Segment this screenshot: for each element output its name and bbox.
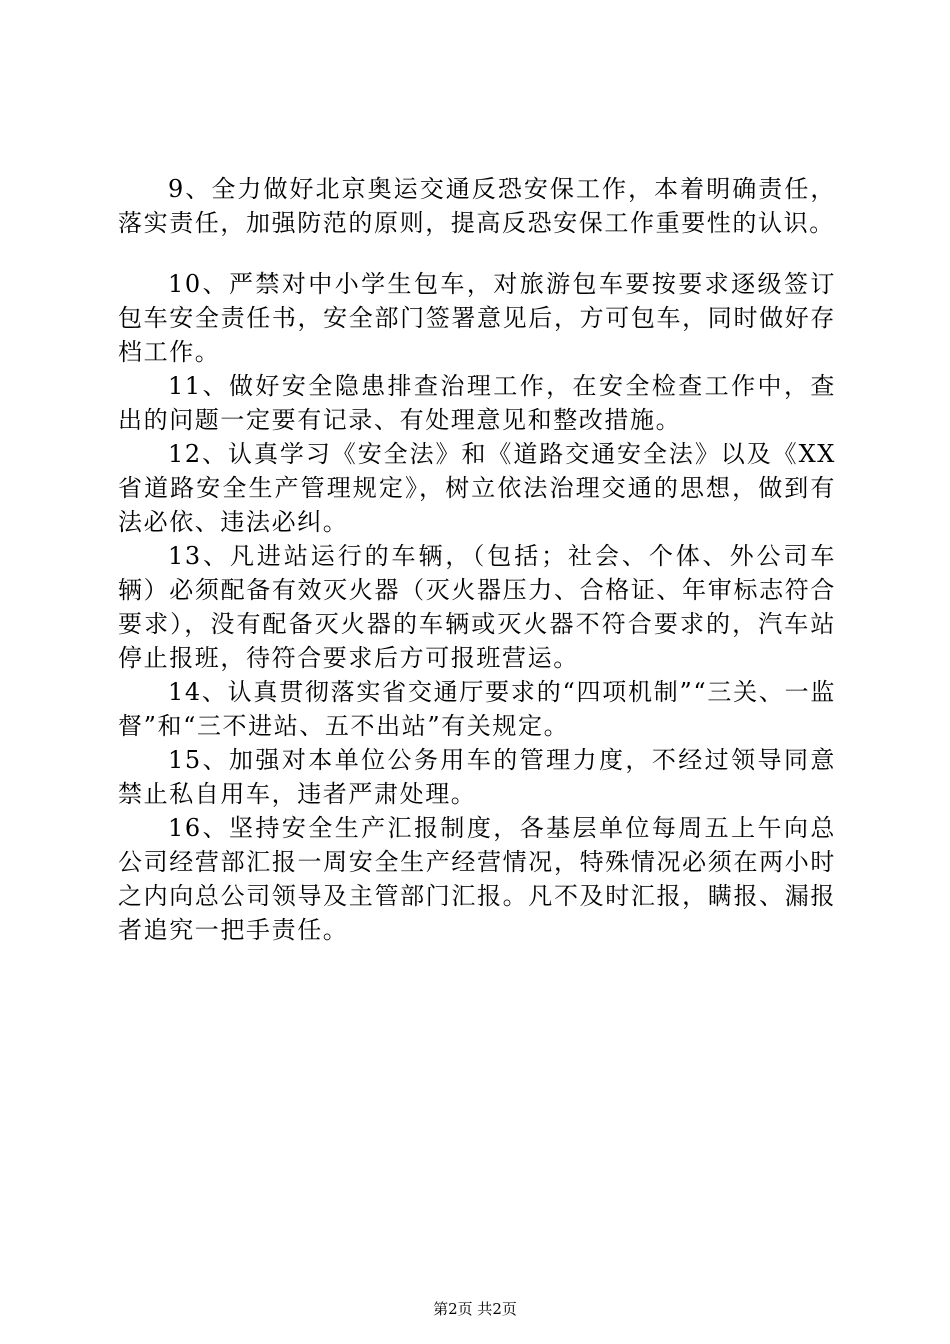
paragraph-item-15: 15、加强对本单位公务用车的管理力度，不经过领导同意禁止私自用车，违者严肃处理。: [118, 746, 836, 808]
paragraph-item-10: 10、严禁对中小学生包车，对旅游包车要按要求逐级签订包车安全责任书，安全部门签署意见后，方可包车，同时做好存档工作。: [118, 270, 836, 366]
paragraph-item-11: 11、做好安全隐患排查治理工作，在安全检查工作中，查出的问题一定要有记录、有处理意见和整改措施。: [118, 372, 836, 434]
paragraph-item-9: 9、全力做好北京奥运交通反恐安保工作，本着明确责任，落实责任，加强防范的原则，提高反恐安保工作重要性的认识。: [118, 175, 836, 237]
page-number-footer: 第2页 共2页: [433, 1300, 517, 1318]
document-body: [118, 172, 836, 947]
paragraph-item-13: 13、凡进站运行的车辆，（包括；社会、个体、外公司车辆）必须配备有效灭火器（灭火器压力、合格证、年审标志符合要求），没有配备灭火器的车辆或灭火器不符合要求的，汽车站停止报班，待符合要求后方可报班营运。: [118, 542, 836, 672]
paragraph-item-12: 12、认真学习《安全法》和《道路交通安全法》以及《XX省道路安全生产管理规定》，树立依法治理交通的思想，做到有法必依、违法必纠。: [118, 440, 836, 536]
paragraph-item-16: 16、坚持安全生产汇报制度，各基层单位每周五上午向总公司经营部汇报一周安全生产经营情况，特殊情况必须在两小时之内向总公司领导及主管部门汇报。凡不及时汇报，瞒报、漏报者追究一把手责任。: [118, 814, 836, 944]
paragraph-item-14: 14、认真贯彻落实省交通厅要求的“四项机制”“三关、一监督”和“三不进站、五不出站”有关规定。: [118, 678, 836, 740]
